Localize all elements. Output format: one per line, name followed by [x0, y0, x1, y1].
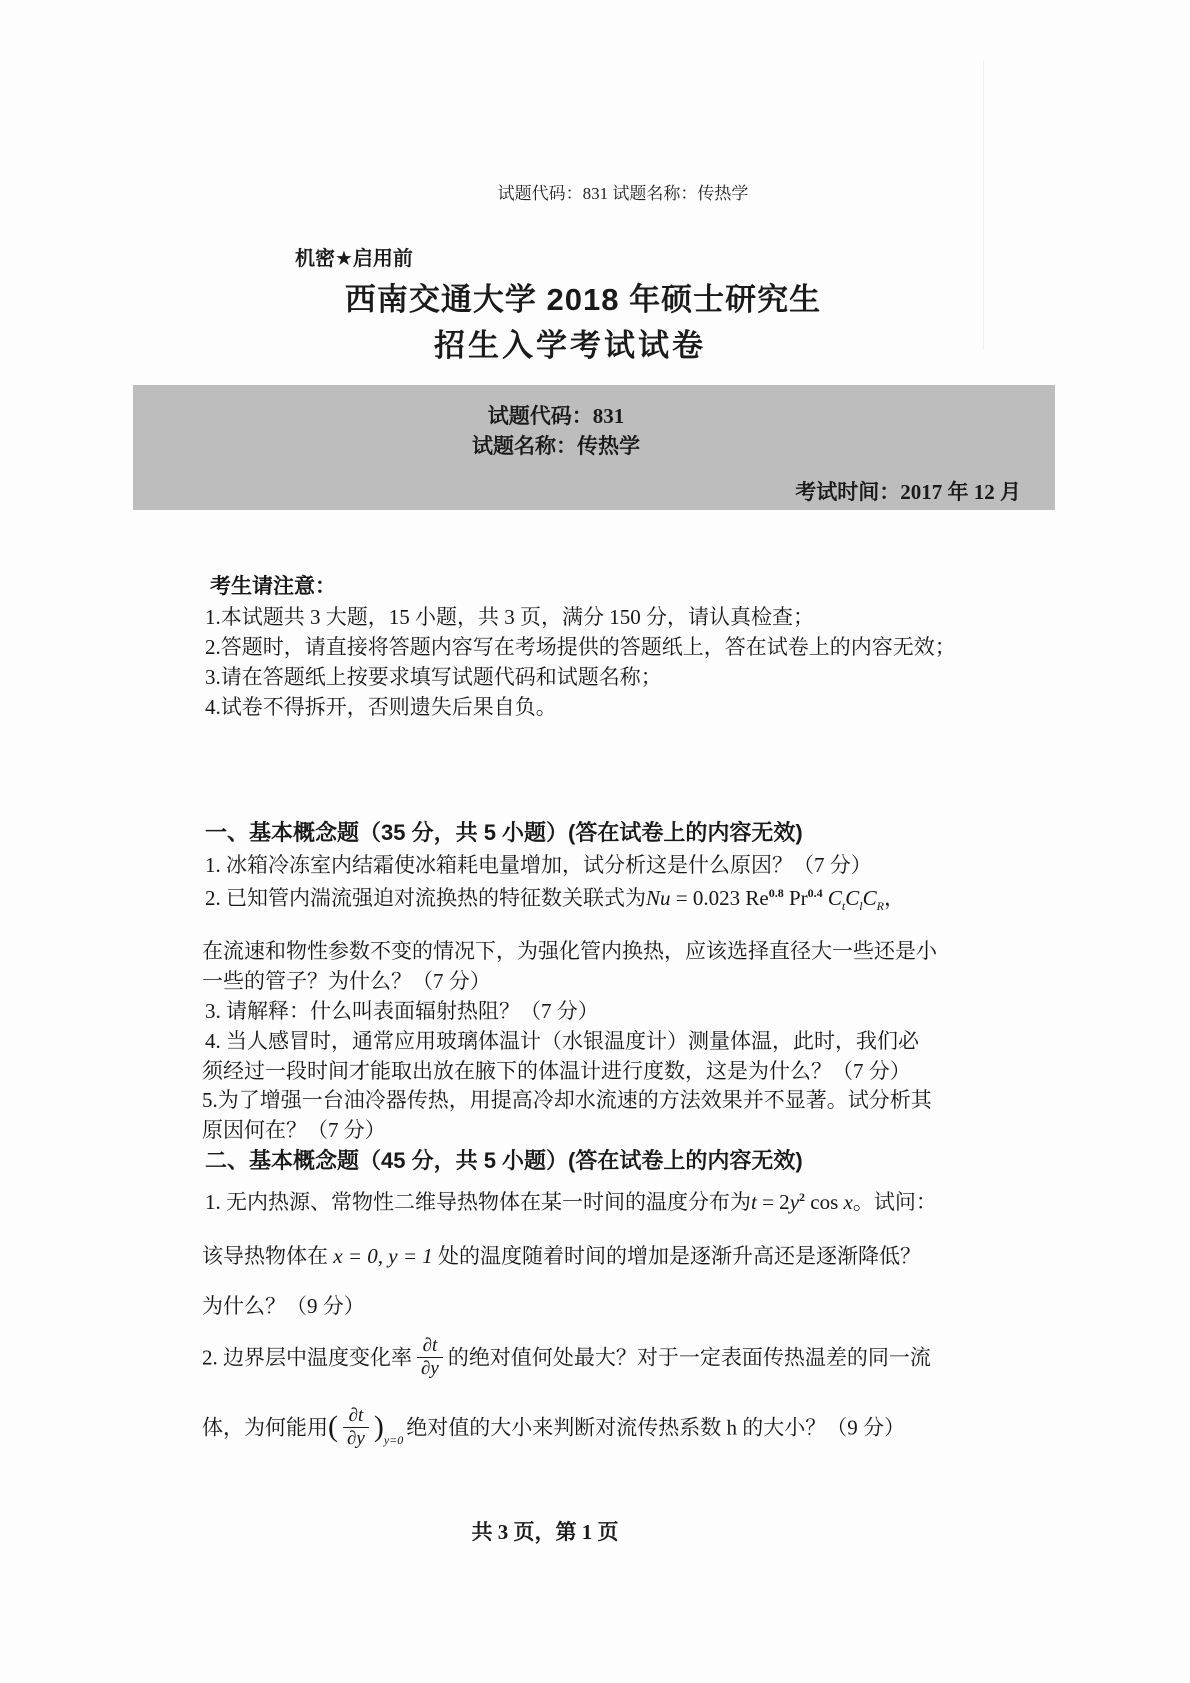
exam-title-line2: 招生入学考试试卷 [434, 328, 706, 363]
s2q1l2-post: 处的温度随着时间的增加是逐渐升高还是逐渐降低？ [432, 1244, 921, 1268]
formula-c3: C [862, 886, 877, 910]
s2q2b-pre: 体，为何能用 [202, 1415, 328, 1440]
classification-label: 机密★启用前 [295, 248, 413, 270]
partial-derivative-fraction-2 [343, 1406, 369, 1449]
section1-q2-line3: 一些的管子？为什么？（7 分） [202, 969, 491, 993]
formula-c3-sub: R [876, 899, 884, 914]
section2-q1-line3: 为什么？（9 分） [202, 1294, 365, 1318]
exam-time: 考试时间：2017 年 12 月 [795, 480, 1021, 504]
section1-q5-line2: 原因何在？（7 分） [202, 1118, 386, 1142]
page-top-header: 试题代码：831 试题名称：传热学 [497, 184, 749, 203]
fraction-numerator-2: ∂t [343, 1406, 369, 1428]
notice-item-4: 4.试卷不得拆开，否则遗失后果自负。 [205, 695, 557, 719]
right-paren: ) [373, 1410, 384, 1444]
section1-q4-line2: 须经过一段时间才能取出放在腋下的体温计进行度数，这是为什么？（7 分） [202, 1059, 911, 1083]
section1-q5-line1: 5.为了增强一台油冷器传热，用提高冷却水流速的方法效果并不显著。试分析其 [202, 1088, 932, 1112]
section2-q1-line2 [202, 1242, 921, 1270]
exam-info-box [133, 385, 1055, 510]
notice-item-1: 1.本试题共 3 大题，15 小题，共 3 页，满分 150 分，请认真检查； [205, 605, 814, 629]
s2q1-text: 1. 无内热源、常物性二维导热物体在某一时间的温度分布为 [205, 1190, 751, 1214]
formula-eq2: = 2 [756, 1190, 790, 1214]
formula-c1: C [822, 886, 842, 910]
s2q2b-post: 绝对值的大小来判断对流传热系数 h 的大小？（9 分） [406, 1415, 906, 1440]
formula-pr: Pr [783, 886, 808, 910]
notice-item-2: 2.答题时，请直接将答题内容写在考场提供的答题纸上，答在试卷上的内容无效； [205, 635, 956, 659]
formula-nu: Nu [646, 886, 671, 910]
section2-heading: 二、基本概念题（45 分，共 5 小题）(答在试卷上的内容无效) [205, 1148, 803, 1173]
s2q1l2-pre: 该导热物体在 [202, 1244, 334, 1268]
formula-y-exponent: 2 [799, 1190, 806, 1204]
formula-cos: cos [805, 1190, 844, 1214]
s2q2-pre: 2. 边界层中温度变化率 [202, 1345, 412, 1370]
formula-y: y [789, 1190, 800, 1214]
fraction-numerator: ∂t [417, 1336, 443, 1358]
exam-name-value: 传热学 [577, 434, 640, 459]
section2-q1-line1 [205, 1188, 937, 1216]
formula-pr-exponent: 0.4 [807, 886, 823, 900]
formula-end: 。试问： [852, 1190, 937, 1214]
formula-c1-sub: t [841, 899, 846, 914]
fraction-denominator-2: ∂y [347, 1427, 365, 1449]
section1-q4-line1: 4. 当人感冒时，通常应用玻璃体温计（水银温度计）测量体温，此时，我们必 [205, 1029, 919, 1053]
formula-c2-sub: l [859, 899, 863, 914]
formula-comma: ， [883, 886, 905, 910]
exam-title-line1: 西南交通大学 2018 年硕士研究生 [344, 282, 822, 317]
section1-heading: 一、基本概念题（35 分，共 5 小题）(答在试卷上的内容无效) [205, 820, 803, 845]
left-paren: ( [328, 1410, 338, 1444]
paren-subscript: y=0 [383, 1433, 404, 1448]
formula-c2: C [845, 886, 860, 910]
exam-code-label: 试题代码： [487, 404, 593, 428]
s2q2-post: 的绝对值何处最大？对于一定表面传热温差的同一流 [447, 1345, 931, 1370]
section1-q1: 1. 冰箱冷冻室内结霜使冰箱耗电量增加，试分析这是什么原因？（7 分） [205, 853, 872, 877]
notice-title: 考生请注意： [210, 574, 336, 598]
formula-x: x [843, 1190, 853, 1214]
formula-re-exponent: 0.8 [768, 886, 784, 900]
exam-code-line [95, 401, 1017, 431]
section1-q3: 3. 请解释：什么叫表面辐射热阻？（7 分） [205, 999, 599, 1023]
q2-text: 2. 已知管内湍流强迫对流换热的特征数关联式为 [205, 886, 646, 910]
formula-xy-condition: x = 0, y = 1 [333, 1244, 433, 1268]
section2-q2-line2 [202, 1405, 906, 1451]
page-footer: 共 3 页，第 1 页 [471, 1520, 619, 1544]
exam-code-value: 831 [592, 404, 625, 428]
section1-q2-line1 [205, 884, 905, 914]
fraction-denominator: ∂y [421, 1357, 439, 1379]
notice-item-3: 3.请在答题纸上按要求填写试题代码和试题名称； [205, 665, 662, 689]
formula-eq: = 0.023 Re [670, 886, 769, 910]
formula-t: t [751, 1190, 757, 1214]
section2-q2-line1 [202, 1335, 931, 1381]
section1-q2-line2: 在流速和物性参数不变的情况下，为强化管内换热，应该选择直径大一些还是小 [202, 939, 937, 963]
exam-info-stack [95, 401, 1017, 462]
exam-name-line [95, 431, 1017, 461]
exam-name-label: 试题名称： [472, 434, 577, 459]
partial-derivative-fraction [417, 1336, 443, 1379]
